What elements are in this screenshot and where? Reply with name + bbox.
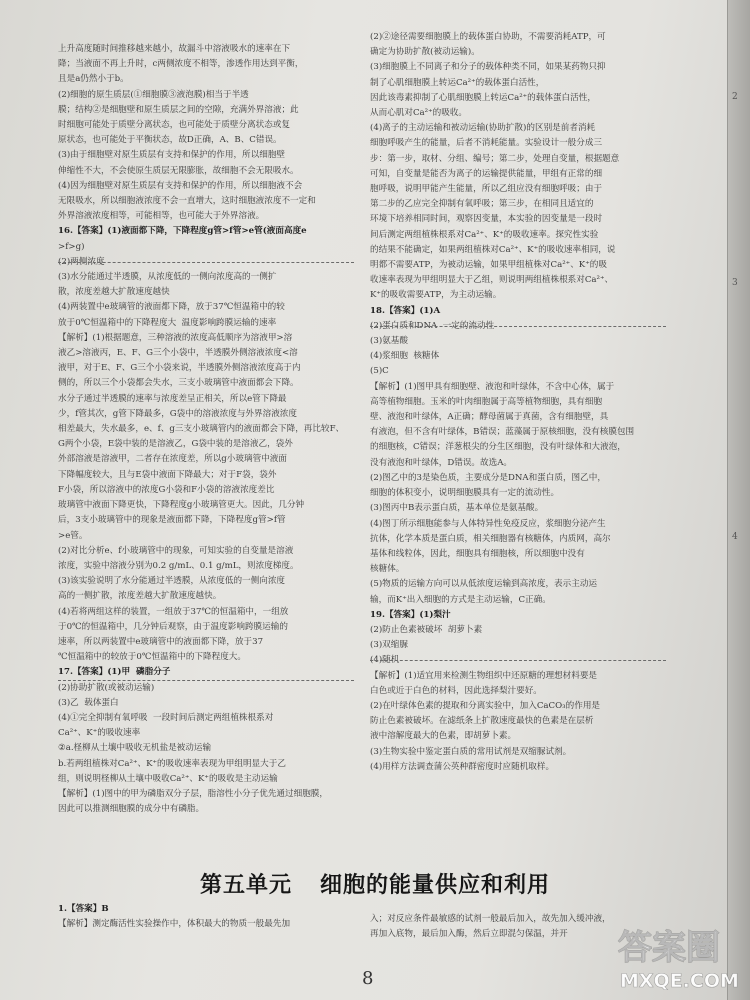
- text-line: 因此该毒素抑制了心肌细胞膜上转运Ca²⁺的载体蛋白活性，: [370, 92, 596, 103]
- text-line: 环境下培养相同时间，观察因变量，本实验的因变量是一段时: [370, 214, 603, 225]
- text-line: 后，3支小玻璃管中的现象是液面都下降，下降程度g管>f管: [58, 515, 286, 526]
- text-line: 降；当液面不再上升时，c两侧浓度不相等，渗透作用达到平衡，: [58, 59, 304, 70]
- text-line: 1.【答案】B: [58, 904, 109, 914]
- text-line: (2)在叶绿体色素的提取和分离实验中，加入CaCO₃的作用是: [370, 700, 601, 711]
- text-line: (4)若将两组这样的装置，一组放于37℃的恒温箱中，一组放: [58, 606, 289, 617]
- text-line: 细胞的体积变小，说明细胞膜具有一定的流动性。: [370, 488, 560, 499]
- text-line: 制了心肌细胞膜上转运Ca²⁺的载体蛋白活性，: [370, 77, 545, 88]
- text-line: (5)物质的运输方向可以从低浓度运输到高浓度，表示主动运: [370, 579, 598, 590]
- text-line: (4)因为细胞壁对原生质层有支持和保护的作用，所以细胞液不会: [58, 180, 303, 191]
- text-line: Ca²⁺、K⁺的吸收速率: [58, 728, 141, 739]
- text-line: (5)C: [370, 366, 389, 377]
- text-line: (2)细胞的原生质层(①细胞膜③液泡膜)相当于半透: [58, 89, 249, 100]
- text-line: 放于0℃恒温箱中的下降程度大 温度影响跨膜运输的速率: [58, 317, 277, 328]
- text-line: 可知，自变量是能否为离子的运输提供能量，甲组有正常的细: [370, 168, 603, 179]
- text-line: (3)由于细胞壁对原生质层有支持和保护的作用，所以细胞壁: [58, 150, 286, 161]
- text-line: 无限吸水，所以细胞液浓度不会一直增大，这时细胞液浓度不一定和: [58, 196, 316, 207]
- text-line: (2)②途径需要细胞膜上的载体蛋白协助，不需要消耗ATP，可: [370, 32, 606, 42]
- text-line: 组，则说明柽柳从土壤中吸收Ca²⁺、K⁺的吸收是主动运输: [58, 773, 278, 784]
- edge-mark: 3: [732, 278, 738, 288]
- text-line: (3)乙 载体蛋白: [58, 697, 119, 708]
- text-line: 散，浓度差越大扩散速度越快: [58, 287, 170, 298]
- text-line: 确定为协助扩散(被动运输)。: [370, 47, 480, 58]
- text-line: (2)对比分析e、f小玻璃管中的现象，可知实验的自变量是溶液: [58, 545, 294, 556]
- text-line: 【解析】(1)图甲具有细胞壁、液泡和叶绿体，不含中心体，属于: [370, 381, 615, 392]
- right-column-text: [370, 30, 670, 775]
- text-line: 【解析】(1)根据题意，三种溶液的浓度高低顺序为溶液甲>溶: [58, 332, 293, 343]
- text-line: 细胞呼吸产生的能量，后者不消耗能量。实验设计一般分成三: [370, 138, 603, 149]
- text-line: (3)该实验说明了水分能通过半透膜，从浓度低的一侧向浓度: [58, 576, 286, 587]
- text-line: 【解析】(1)适宜用来检测生物组织中还原糖的理想材料要是: [370, 670, 598, 681]
- text-line: 侧的，所以三个小袋都会失水，三支小玻璃管中液面都会下降。: [58, 378, 299, 389]
- text-line: (2)蛋白质和DNA 一定的流动性: [370, 320, 495, 331]
- text-line: (4)①完全抑制有氧呼吸 一段时间后测定两组植株根系对: [58, 712, 274, 723]
- text-line: 18.【答案】(1)A: [370, 305, 441, 316]
- text-line: b.若两组植株对Ca²⁺、K⁺的吸收速率表现为甲组明显大于乙: [58, 758, 286, 769]
- text-line: 时细胞可能处于质壁分离状态，也可能处于质壁分离状态或复: [58, 120, 291, 131]
- text-line: 的结果不能确定，如果两组植株对Ca²⁺、K⁺的吸收速率相同，说: [370, 244, 616, 255]
- unit-topic: 细胞的能量供应和利用: [320, 873, 551, 898]
- divider-q16: [58, 262, 354, 263]
- text-line: 水分子通过半透膜的速率与浓度差呈正相关，所以e管下降最: [58, 393, 287, 404]
- text-line: 外界溶液浓度相等，可能相等，也可能大于外界溶液。: [58, 211, 265, 222]
- text-line: (2)图乙中的3是染色质，主要成分是DNA和蛋白质，图乙中，: [370, 472, 606, 483]
- watermark-cn: 答案圈: [618, 928, 720, 968]
- text-line: 胞呼吸，说明甲能产生能量，所以乙组应没有细胞呼吸；由于: [370, 184, 603, 195]
- text-line: (3)细胞膜上不同离子和分子的载体种类不同，如果某药物只抑: [370, 62, 606, 73]
- text-line: 速率，所以两装置中e玻璃管中的液面都下降，放于37: [58, 636, 264, 647]
- text-line: 没有液泡和叶绿体，D错误。故选A。: [370, 457, 513, 468]
- text-line: (2)两侧浓度: [58, 256, 105, 267]
- text-line: 16.【答案】(1)液面都下降，下降程度g管>f管>e管(液面高度e: [58, 226, 307, 237]
- text-line: >e管。: [58, 530, 88, 541]
- unit-heading: [0, 868, 750, 899]
- text-line: 下降幅度较大，且与E袋中液面下降最大；对于F袋，袋外: [58, 469, 277, 480]
- text-line: (4)图丁所示细胞能参与人体特异性免疫反应，浆细胞分泌产生: [370, 518, 606, 529]
- text-line: 入；对反应条件最敏感的试剂一般最后加入，故先加入缓冲液，: [370, 914, 611, 924]
- watermark-logo: [600, 920, 740, 1000]
- text-line: 基体和线粒体，因此，细胞具有细胞核，所以细胞中没有: [370, 548, 585, 559]
- text-line: 相差最大，失水最多，e、f、g三支小玻璃管内的液面都会下降，再比较F、: [58, 424, 345, 435]
- text-line: 【解析】(1)图中的甲为磷脂双分子层，脂溶性小分子优先通过细胞膜，: [58, 788, 328, 799]
- divider-q19: [370, 660, 666, 661]
- text-line: 抗体，化学本质是蛋白质，相关细胞器有核糖体，内质网，高尔: [370, 533, 611, 544]
- text-line: (3)水分能通过半透膜，从浓度低的一侧向浓度高的一侧扩: [58, 272, 277, 283]
- text-line: 收速率表现为甲组明显大于乙组，则说明两组植株根系对Ca²⁺、: [370, 275, 614, 286]
- text-line: (4)离子的主动运输和被动运输(协助扩散)的区别是前者消耗: [370, 123, 596, 134]
- text-line: 间后测定两组植株根系对Ca²⁺、K⁺的吸收速率。探究性实验: [370, 229, 599, 240]
- text-line: 壁、液泡和叶绿体，A正确；酵母菌属于真菌，含有细胞壁，具: [370, 412, 609, 423]
- text-line: 有液泡，但不含有叶绿体，B错误；蓝藻属于原核细胞，没有核膜包围: [370, 427, 635, 438]
- text-line: 且是a仍然小于b。: [58, 74, 129, 85]
- text-line: (2)防止色素被破坏 胡萝卜素: [370, 624, 483, 635]
- text-line: (3)生物实验中鉴定蛋白质的常用试剂是双缩脲试剂。: [370, 746, 572, 757]
- edge-mark: 2: [732, 92, 738, 102]
- text-line: (3)氨基酸: [370, 336, 408, 347]
- text-line: 因此可以推测细胞膜的成分中有磷脂。: [58, 804, 205, 815]
- text-line: 高的一侧扩散，浓度差越大扩散速度越快。: [58, 591, 222, 602]
- text-line: (4)随机: [370, 655, 400, 666]
- text-line: (4)用样方法调查蒲公英种群密度时应随机取样。: [370, 761, 555, 772]
- text-line: >f>g): [58, 241, 85, 252]
- text-line: 防止色素被破坏。在滤纸条上扩散速度最快的色素是在层析: [370, 716, 594, 727]
- text-line: (3)双缩脲: [370, 640, 408, 651]
- text-line: 液中溶解度最大的色素，即胡萝卜素。: [370, 731, 517, 742]
- text-line: K⁺的吸收需要ATP，为主动运输。: [370, 290, 502, 301]
- text-line: 上升高度随时间推移越来越小，故漏斗中溶液吸水的速率在下: [58, 44, 291, 54]
- text-line: 液甲，对于E、F、G三个小袋来说，半透膜外侧溶液浓度高于内: [58, 363, 301, 374]
- text-line: 第二步的乙应完全抑制有氧呼吸；第三步，在相同且适宜的: [370, 199, 594, 210]
- watermark-en: MXQE.COM: [620, 970, 739, 992]
- text-line: 输，而K⁺出入细胞的方式是主动运输，C正确。: [370, 594, 551, 605]
- text-line: 步：第一步，取材、分组、编号；第二步，处理自变量，根据题意: [370, 153, 620, 164]
- text-line: (4)浆细胞 核糖体: [370, 351, 440, 362]
- divider-q17: [58, 680, 354, 681]
- text-line: 外部溶液是溶液甲，二者存在浓度差，所以g小玻璃管中液面: [58, 454, 287, 465]
- text-line: 再加入底物，最后加入酶，然后立即混匀保温，并开: [370, 929, 568, 940]
- text-line: 【解析】测定酶活性实验操作中，体积最大的物质一般最先加: [58, 919, 291, 930]
- text-line: 少，f管其次，g管下降最多，G袋中的溶液浓度与外界溶液浓度: [58, 408, 297, 419]
- next-page-edge: [727, 0, 750, 1000]
- left-column-text: [58, 42, 358, 817]
- text-line: ②a.柽柳从土壤中吸收无机盐是被动运输: [58, 743, 212, 754]
- text-line: 膜；结构②是细胞壁和原生质层之间的空隙，充满外界溶液；此: [58, 104, 299, 115]
- text-line: 玻璃管中液面下降更快，下降程度g小玻璃管更大。因此，几分钟: [58, 500, 305, 511]
- text-line: 液乙>溶液丙，E、F、G三个小袋中，半透膜外侧溶液浓度<溶: [58, 348, 298, 359]
- text-line: (2)协助扩散(或被动运输): [58, 682, 155, 693]
- text-line: 于0℃的恒温箱中，几分钟后观察，由于温度影响跨膜运输的: [58, 621, 288, 632]
- text-line: 明都不需要ATP，为被动运输，如果甲组植株对Ca²⁺、K⁺的吸: [370, 260, 607, 271]
- text-line: 浓度，实验中溶液分别为0.2 g/mL、0.1 g/mL，则浓度梯度。: [58, 560, 299, 571]
- text-line: ℃恒温箱中的较放于0℃恒温箱中的下降程度大。: [58, 652, 246, 663]
- edge-mark: 4: [732, 532, 738, 542]
- text-line: 19.【答案】(1)梨汁: [370, 609, 451, 620]
- text-line: (4)两装置中e玻璃管的液面都下降，放于37℃恒温箱中的较: [58, 302, 285, 313]
- unit-number: 第五单元: [199, 873, 292, 898]
- text-line: (3)图丙中B表示蛋白质，基本单位是氨基酸。: [370, 503, 544, 514]
- bottom-left-text: [58, 902, 358, 932]
- page-number: 8: [362, 968, 374, 989]
- divider-q18: [370, 326, 666, 327]
- text-line: 的细胞核，C错误；洋葱根尖的分生区细胞，没有叶绿体和大液泡，: [370, 442, 626, 453]
- text-line: G两个小袋，E袋中装的是溶液乙，G袋中装的是溶液乙，袋外: [58, 439, 293, 450]
- text-line: 伸缩性不大，不会使原生质层无限膨胀，故细胞不会无限吸水。: [58, 165, 299, 176]
- text-line: 从而心肌对Ca²⁺的吸收。: [370, 108, 468, 119]
- text-line: 原状态，也可能处于平衡状态，故D正确，A、B、C错误。: [58, 135, 282, 146]
- text-line: F小袋，所以溶液中的浓度G小袋和F小袋的溶液浓度差比: [58, 484, 275, 495]
- text-line: 17.【答案】(1)甲 磷脂分子: [58, 667, 171, 678]
- text-line: 高等植物细胞。玉米的叶肉细胞属于高等植物细胞，具有细胞: [370, 396, 603, 407]
- text-line: 核糖体。: [370, 564, 405, 575]
- text-line: 白色或近于白色的材料，因此选择梨汁要好。: [370, 685, 542, 696]
